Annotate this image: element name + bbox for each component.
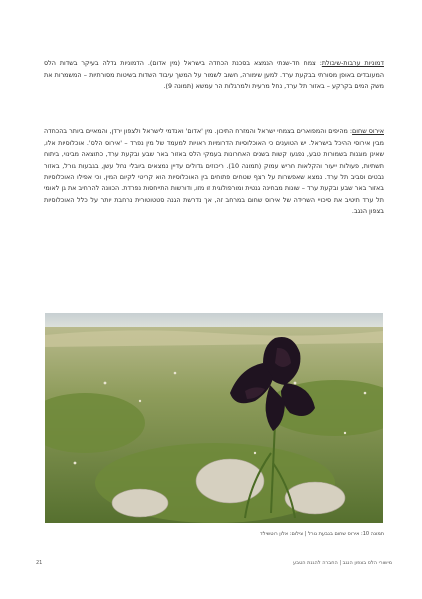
paragraph-demoniot [44, 58, 384, 92]
paragraph-term: דמוניות ערבות-שיבולת [321, 59, 384, 68]
iris-photo [45, 313, 383, 523]
page-footer [36, 560, 392, 566]
iris-photo-illustration [45, 313, 383, 523]
paragraph-body: : צמח חד-שנתי הנמצא בסכנת הכחדה בישראל (מין אדום). הדמוניות גדלה בעיקר בשדות הלס המעובדים באופן מסורתי בבקעת ערד. למען שימורה, חשוב לשמור על המשך עיבוד השדות בשיטות מסורתיות – המשמרות את משק המים בקרקע – באזור תל ערד, נחל מרעית ולמרגלות הר עמשא (תמונה 9). [44, 59, 384, 91]
page-number: 21 [36, 560, 43, 566]
footer-title: מישורי הלס בצפון הנגב | החברה להגנת הטבע [293, 560, 392, 566]
paragraph-term: אירוס שחום [352, 127, 384, 136]
paragraph-body: : מהיפים והמפוארים בצמחי ישראל והמזרח התיכון. מין 'אדום' ואנדמי לישראל ולצפון ירדן, והמאיים ביותר בהכחדה מבין אירוסי ההיכל בישראל. יש הטוענים כי האוכלוסיות הדרומיות ראויות למעמד של מין נפרד – 'אירוס הלס'. אוכלוסיות אלו, שאינן מוגנות בשמורות טבע, נפגעו קשות בשנים האחרונות בעמקי הלס באזור באר שבע ובקעת ערד, כתוצאה מבינוי, ביתוח תשתיות, פעולות ייעור והקלאות חריש עמוק (תמונה 10). ריכוזים גדולים עדיין נמצאים ביובלי נחל עשן, בגבעות גורל, באזור נבטים וסביב תל ערד. נמצא שאפשרות על רצף שטחים פתוחים בין האוכלוסיות הוא קריטי לקיום המין, וכי אפילו האוכלוסיות באזור באר שבע ובקעת ערד – שונות מבחינה גנטית ומורפולוגית זו מזו, ודורשות התייחסות נפרדת. הכוונה להרחיב את גן לאומי תל ערד תיטיב את סיכויי השרידה של אירוס שחום במרחב זה, אך נדרשת הגנה סטטוטורית נרחבת יותר על כלל האוכלוסיות בצפון הנגב. [44, 127, 384, 216]
photo-caption: תמונה 10: אירוס שחום בגבעת גורל | צילום: אלון רוטשילד [260, 531, 384, 537]
paragraph-iris [44, 126, 384, 217]
